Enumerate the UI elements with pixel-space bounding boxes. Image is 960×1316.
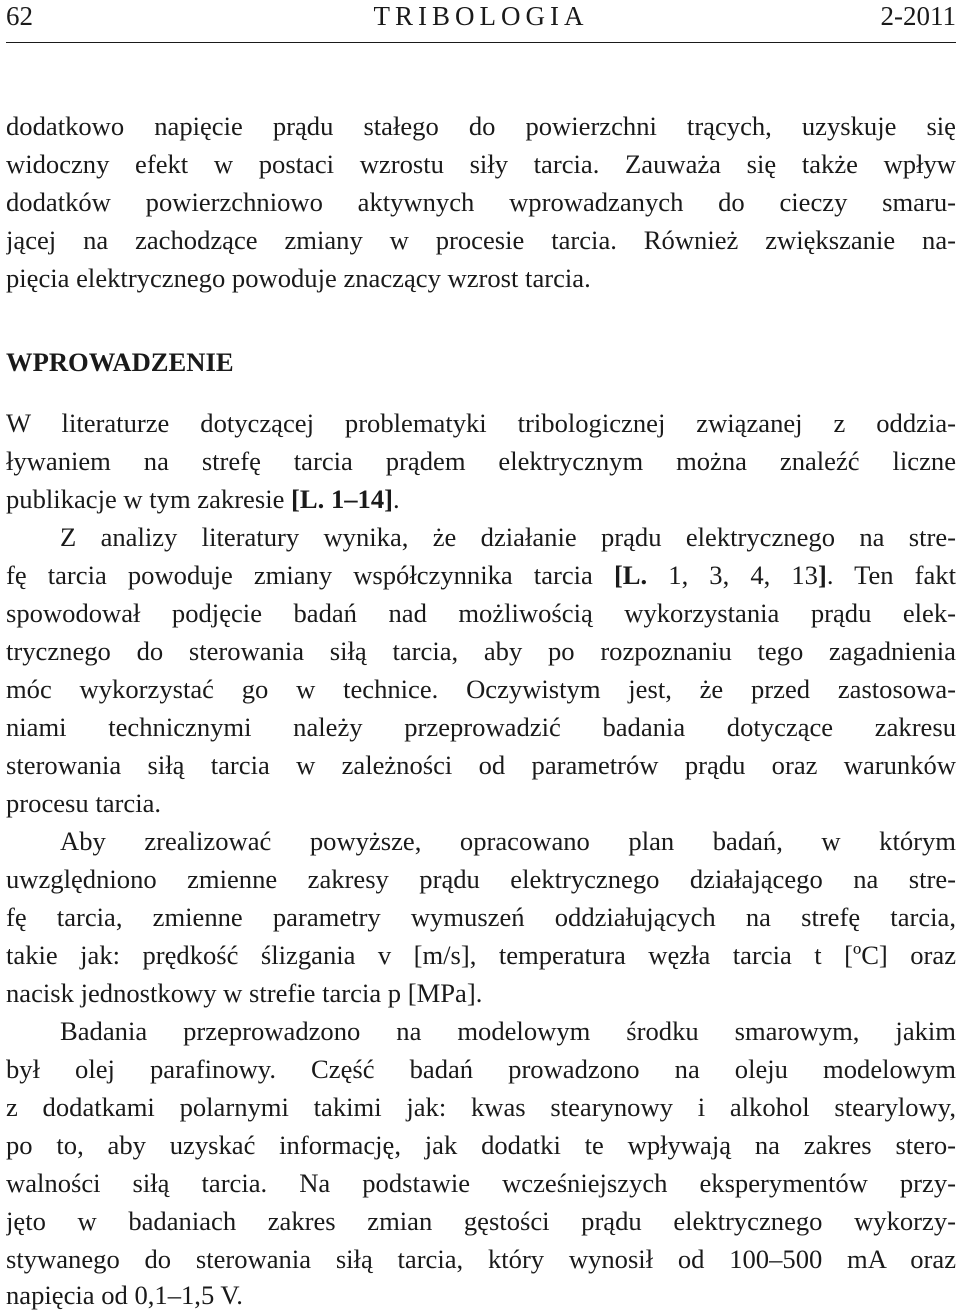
issue-number: 2-2011 <box>880 1 956 31</box>
section-heading: WPROWADZENIE <box>6 347 234 377</box>
text-line: stywanego do sterowania siłą tarcia, który wynosił od 100–500 mA oraz <box>6 1244 956 1274</box>
text-line: widoczny efekt w postaci wzrostu siły tarcia. Zauważa się także wpływ <box>6 149 956 179</box>
text-line: Z analizy literatury wynika, że działanie prądu elektrycznego na stre- <box>60 522 956 552</box>
text-line: walności siłą tarcia. Na podstawie wcześniejszych eksperymentów przy- <box>6 1168 956 1198</box>
text-line: niami technicznymi należy przeprowadzić badania dotyczące zakresu <box>6 712 956 742</box>
text-line: Badania przeprowadzono na modelowym środku smarowym, jakim <box>60 1016 956 1046</box>
text-line: dodatkowo napięcie prądu stałego do powierzchni trących, uzyskuje się <box>6 111 956 141</box>
citation-numbers: 1, 3, 4, 13 <box>647 560 818 590</box>
citation-reference-open: [L. <box>613 560 648 590</box>
text-line: sterowania siłą tarcia w zależności od parametrów prądu oraz warunków <box>6 750 956 780</box>
running-header <box>6 0 956 32</box>
page-number: 62 <box>6 1 33 31</box>
text-line <box>6 480 956 518</box>
text-line: ływaniem na strefę tarcia prądem elektrycznym można znaleźć liczne <box>6 446 956 476</box>
text-line: nacisk jednostkowy w strefie tarcia p [MPa]. <box>6 978 483 1008</box>
text-span: publikacje w tym zakresie <box>6 484 292 514</box>
text-line <box>6 556 956 594</box>
header-rule <box>6 42 956 43</box>
text-line: procesu tarcia. <box>6 788 162 818</box>
text-line: móc wykorzystać go w technice. Oczywistym jest, że przed zastosowa- <box>6 674 956 704</box>
journal-title: TRIBOLOGIA <box>373 1 589 31</box>
text-span: . <box>392 484 400 514</box>
text-line: trycznego do sterowania siłą tarcia, aby po rozpoznaniu tego zagadnienia <box>6 636 956 666</box>
text-line: był olej parafinowy. Część badań prowadzono na oleju modelowym <box>6 1054 956 1084</box>
text-line: dodatków powierzchniowo aktywnych wprowadzanych do cieczy smaru- <box>6 187 956 217</box>
citation-reference-close: ] <box>817 560 827 590</box>
text-line: pięcia elektrycznego powoduje znaczący wzrost tarcia. <box>6 263 591 293</box>
text-line: jącej na zachodzące zmiany w procesie tarcia. Również zwiększanie na- <box>6 225 956 255</box>
text-span: . Ten fakt <box>826 560 956 590</box>
text-line: napięcia od 0,1–1,5 V. <box>6 1280 243 1310</box>
text-line: spowodował podjęcie badań nad możliwością wykorzystania prądu elek- <box>6 598 956 628</box>
citation-reference: [L. 1–14] <box>291 484 393 514</box>
text-line: po to, aby uzyskać informację, jak dodatki te wpływają na zakres stero- <box>6 1130 956 1160</box>
text-line: Aby zrealizować powyższe, opracowano plan badań, w którym <box>60 826 956 856</box>
text-line: fę tarcia, zmienne parametry wymuszeń oddziałujących na strefę tarcia, <box>6 902 956 932</box>
text-line: z dodatkami polarnymi takimi jak: kwas stearynowy i alkohol stearylowy, <box>6 1092 956 1122</box>
text-line: uwzględniono zmienne zakresy prądu elektrycznego działającego na stre- <box>6 864 956 894</box>
text-line: jęto w badaniach zakres zmian gęstości prądu elektrycznego wykorzy- <box>6 1206 956 1236</box>
text-line: W literaturze dotyczącej problematyki tribologicznej związanej z oddzia- <box>6 408 956 438</box>
text-span: fę tarcia powoduje zmiany współczynnika tarcia <box>6 560 614 590</box>
text-line: takie jak: prędkość ślizgania v [m/s], temperatura węzła tarcia t [ºC] oraz <box>6 940 956 970</box>
